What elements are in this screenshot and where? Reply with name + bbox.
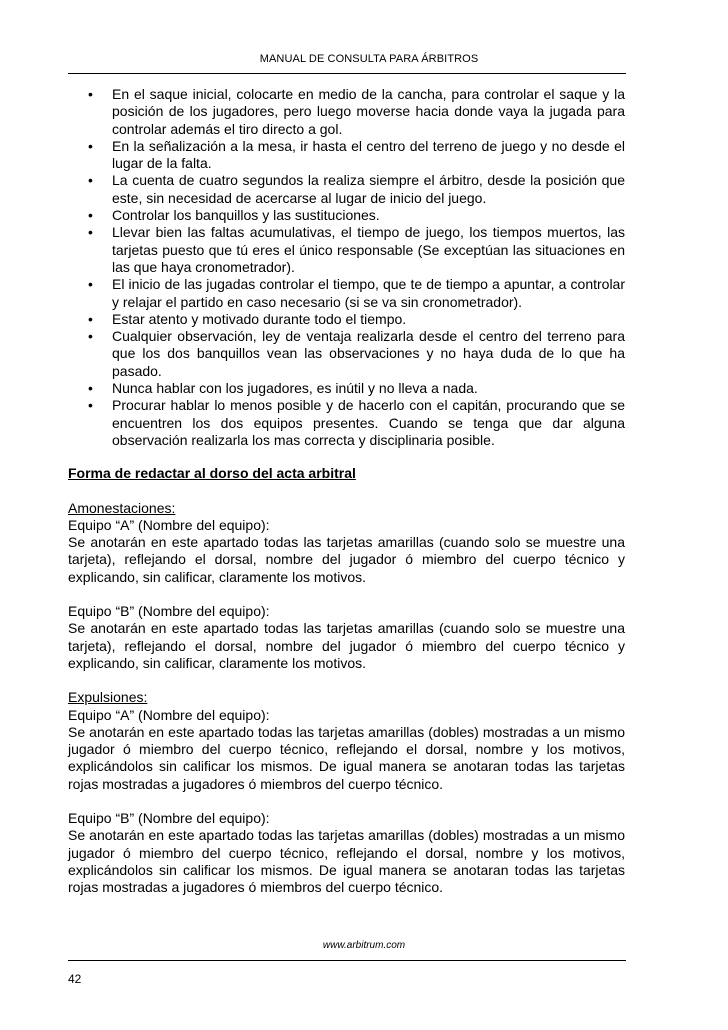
bullet-icon: • (88, 224, 93, 241)
list-item: • La cuenta de cuatro segundos la realiza siempre el árbitro, desde la posición que este, sin necesidad de acercarse al lugar de inicio del juego. (88, 172, 625, 206)
team-a-label: Equipo “A” (Nombre del equipo): (68, 706, 270, 723)
bullet-icon: • (88, 172, 93, 189)
list-item: • Controlar los banquillos y las sustituciones. (88, 207, 380, 224)
bullet-icon: • (88, 328, 93, 345)
guidelines-list (68, 86, 625, 449)
list-item: • En el saque inicial, colocarte en medio de la cancha, para controlar el saque y la posición de los jugadores, pero luego moverse hacia donde vaya la jugada para controlar además el tiro directo a gol. (88, 86, 625, 137)
bullet-icon: • (88, 380, 93, 397)
footer-url: www.arbitrum.com (322, 940, 406, 951)
amonestaciones-team-b (68, 603, 625, 672)
expulsiones-section (68, 689, 625, 793)
document-body (68, 86, 625, 896)
team-b-text: Se anotarán en este apartado todas las tarjetas amarillas (cuando solo se muestre una tarjeta), reflejando el dorsal, nombre del jugador ó miembro del cuerpo técnico y explicando, sin calificar, claramente los motivos. (68, 620, 625, 671)
footer-divider (68, 960, 626, 961)
bullet-icon: • (88, 137, 93, 154)
header-title-text: MANUAL DE CONSULTA PARA ÁRBITROS (259, 53, 479, 65)
team-b-text: Se anotarán en este apartado todas las tarjetas amarillas (dobles) mostradas a un mismo jugador ó miembro del cuerpo técnico, reflejando el dorsal, nombre y los motivos, explicándolos sin calificar los mismos. De igual manera se anotaran todas las tarjetas rojas mostradas a jugadores ó miembros del cuerpo técnico. (68, 827, 625, 896)
list-item: • Procurar hablar lo menos posible y de hacerlo con el capitán, procurando que se encuentren los dos equipos presentes. Cuando se tenga que dar alguna observación realizarla los mas correcta y disciplinaria posible. (88, 397, 625, 448)
team-b-label: Equipo “B” (Nombre del equipo): (68, 809, 270, 826)
list-item: • Estar atento y motivado durante todo el tiempo. (88, 310, 407, 327)
bullet-icon: • (88, 397, 93, 414)
bullet-icon: • (88, 276, 93, 293)
amonestaciones-section (68, 500, 625, 586)
bullet-icon: • (88, 310, 93, 327)
list-item: • Nunca hablar con los jugadores, es inútil y no lleva a nada. (88, 380, 478, 397)
team-a-text: Se anotarán en este apartado todas las tarjetas amarillas (dobles) mostradas a un mismo jugador ó miembro del cuerpo técnico, reflejando el dorsal, nombre y los motivos, explicándolos sin calificar los mismos. De igual manera se anotaran todas las tarjetas rojas mostradas a jugadores ó miembros del cuerpo técnico. (68, 723, 625, 792)
header-divider (68, 73, 626, 74)
list-item: • El inicio de las jugadas controlar el tiempo, que te de tiempo a apuntar, a controlar y relajar el partido en caso necesario (si se va sin cronometrador). (88, 276, 625, 310)
team-a-text: Se anotarán en este apartado todas las tarjetas amarillas (cuando solo se muestre una tarjeta), reflejando el dorsal, nombre del jugador ó miembro del cuerpo técnico y explicando, sin calificar, claramente los motivos. (68, 534, 625, 585)
list-item: • Cualquier observación, ley de ventaja realizarla desde el centro del terreno para que los dos banquillos vean las observaciones y no haya duda de lo que ha pasado. (88, 328, 625, 379)
list-item: • En la señalización a la mesa, ir hasta el centro del terreno de juego y no desde el lugar de la falta. (88, 137, 625, 172)
team-a-label: Equipo “A” (Nombre del equipo): (68, 516, 270, 533)
page-number: 42 (68, 972, 82, 986)
team-b-label: Equipo “B” (Nombre del equipo): (68, 603, 270, 620)
bullet-icon: • (88, 207, 93, 224)
page-header-title (0, 53, 628, 65)
section-heading: Forma de redactar al dorso del acta arbitral (68, 465, 356, 482)
amonestaciones-heading: Amonestaciones: (68, 499, 176, 516)
bullet-icon: • (88, 86, 93, 102)
list-item: • Llevar bien las faltas acumulativas, el tiempo de juego, los tiempos muertos, las tarjetas puesto que tú eres el único responsable (Se exceptúan las situaciones en las que haya cronometrador). (88, 224, 625, 275)
expulsiones-team-b (68, 810, 625, 896)
expulsiones-heading: Expulsiones: (68, 689, 148, 706)
